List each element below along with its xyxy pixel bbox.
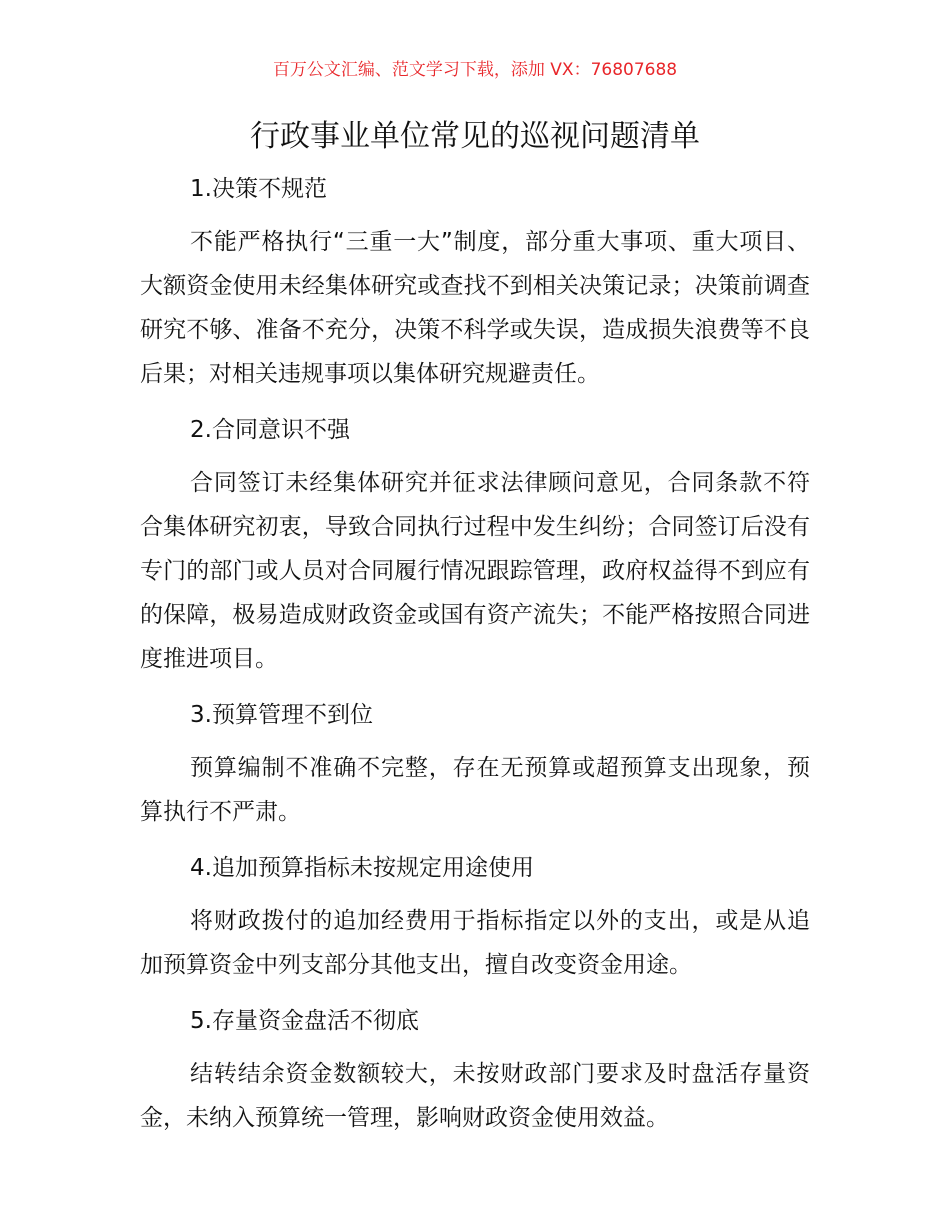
section-heading: 4.追加预算指标未按规定用途使用 (190, 855, 534, 881)
section-paragraph: 预算编制不准确不完整，存在无预算或超预算支出现象，预算执行不严肃。 (140, 755, 810, 825)
section-2 (140, 409, 810, 681)
section-paragraph: 将财政拨付的追加经费用于指标指定以外的支出，或是从追加预算资金中列支部分其他支出，擅自改变资金用途。 (140, 908, 810, 978)
section-heading: 5.存量资金盘活不彻底 (190, 1008, 419, 1034)
section-paragraph: 合同签订未经集体研究并征求法律顾问意见，合同条款不符合集体研究初衷，导致合同执行过程中发生纠纷；合同签订后没有专门的部门或人员对合同履行情况跟踪管理，政府权益得不到应有的保障，极易造成财政资金或国有资产流失；不能严格按照合同进度推进项目。 (140, 470, 810, 672)
document-body (140, 168, 810, 1153)
section-paragraph: 结转结余资金数额较大，未按财政部门要求及时盘活存量资金，未纳入预算统一管理，影响财政资金使用效益。 (140, 1061, 810, 1131)
document-title: 行政事业单位常见的巡视问题清单 (250, 119, 700, 154)
section-heading: 2.合同意识不强 (190, 417, 350, 443)
section-3 (140, 694, 810, 834)
section-heading: 3.预算管理不到位 (190, 702, 373, 728)
section-paragraph: 不能严格执行“三重一大”制度，部分重大事项、重大项目、大额资金使用未经集体研究或查找不到相关决策记录；决策前调查研究不够、准备不充分，决策不科学或失误，造成损失浪费等不良后果；对相关违规事项以集体研究规避责任。 (140, 229, 810, 387)
section-1 (140, 168, 810, 396)
section-4 (140, 847, 810, 987)
section-heading: 1.决策不规范 (190, 176, 327, 202)
header-watermark-note: 百万公文汇编、范文学习下载，添加 VX：76807688 (272, 60, 678, 80)
section-5 (140, 1000, 810, 1140)
